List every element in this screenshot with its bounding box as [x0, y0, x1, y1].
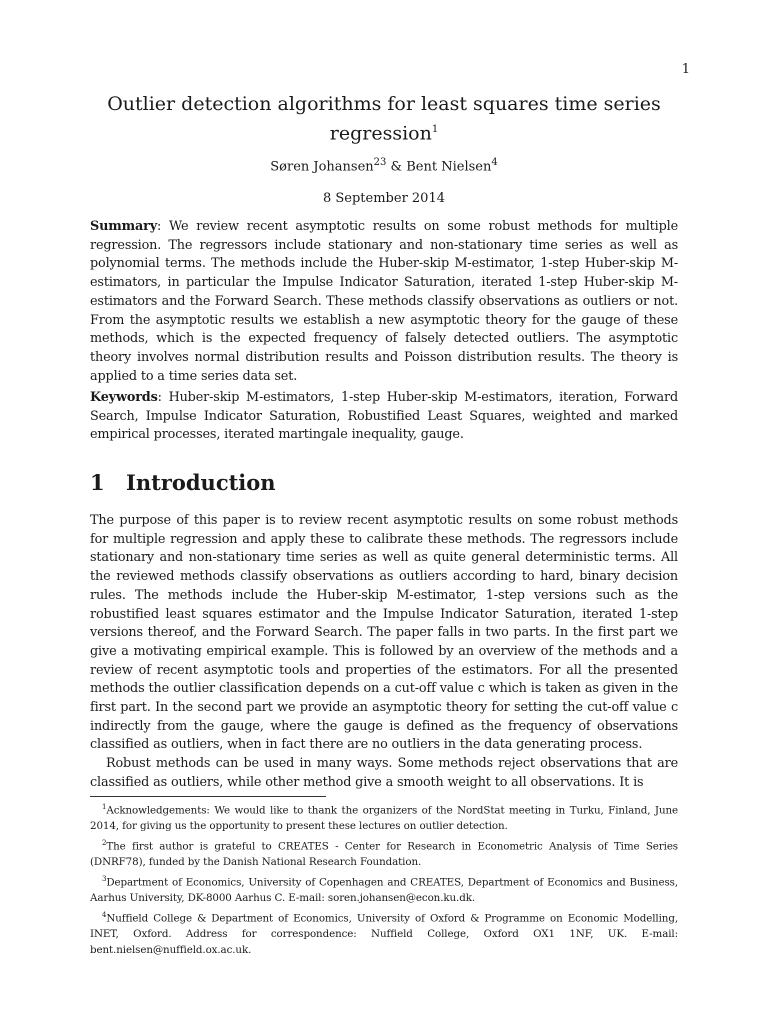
summary-label: Summary [90, 219, 158, 234]
section-title: Introduction [126, 470, 276, 495]
footnote-text: Department of Economics, University of Copenhagen and CREATES, Department of Economics and Business, Aarhus University, DK-8000 Aarhus C. E-mail: soren.johansen@econ.ku.dk. [90, 876, 678, 905]
summary-paragraph [90, 218, 678, 386]
footnotes [90, 800, 678, 960]
author-nielsen-marks: 4 [491, 157, 498, 169]
footnote-mark: 3 [102, 875, 107, 884]
author-johansen-marks: 23 [373, 157, 387, 169]
footnote-text: The first author is grateful to CREATES - Center for Research in Econometric Analysis of Time Series (DNRF78), funded by the Danish National Research Foundation. [90, 840, 678, 869]
section-number: 1 [90, 470, 105, 495]
title-block [90, 92, 678, 206]
footnote-text: Acknowledgements: We would like to thank the organizers of the NordStat meeting in Turku, Finland, June 2014, for giving us the opportunity to present these lectures on outlier detection. [90, 804, 678, 833]
section-heading-introduction [90, 470, 276, 495]
keywords-label: Keywords [90, 390, 158, 405]
author-johansen: Søren Johansen [270, 159, 374, 175]
intro-paragraph-2: Robust methods can be used in many ways. Some methods reject observations that are classified as outliers, while other method give a smooth weight to all observations. It is [90, 756, 678, 790]
paper-title [90, 92, 678, 146]
summary-text: : We review recent asymptotic results on some robust methods for multiple regression. The regressors include stationary and non-stationary time series as well as polynomial terms. The methods include the Huber-skip M-estimator, 1-step Huber-skip M-estimators, in particular the Impulse Indicator Saturation, iterated 1-step Huber-skip M-estimators and the Forward Search. These methods classify observations as outliers or not. From the asymptotic results we establish a new asymptotic theory for the gauge of these methods, which is the expected frequency of falsely detected outliers. The asymptotic theory involves normal distribution results and Poisson distribution results. The theory is applied to a time series data set. [90, 219, 678, 384]
footnote-mark: 1 [102, 803, 107, 811]
title-footnote-mark: 1 [431, 124, 439, 135]
footnote-1 [90, 800, 678, 835]
footnote-4 [90, 908, 678, 959]
keywords-paragraph [90, 389, 678, 445]
author-nielsen: Bent Nielsen [406, 159, 492, 175]
footnote-3 [90, 872, 678, 907]
footnote-divider [90, 796, 326, 797]
page-number: 1 [681, 62, 690, 77]
footnote-text: Nuffield College & Department of Economics, University of Oxford & Programme on Economic Modelling, INET, Oxford. Address for correspondence: Nuffield College, Oxford OX1 1NF, UK. E-mail: bent.nielsen@nuffield.ox.ac.uk. [90, 912, 678, 957]
footnote-mark: 2 [102, 839, 107, 848]
footnote-2 [90, 836, 678, 871]
paper-title-text: Outlier detection algorithms for least squares time series regression [107, 93, 661, 145]
footnote-mark: 4 [102, 911, 107, 920]
keywords-text: : Huber-skip M-estimators, 1-step Huber-skip M-estimators, iteration, Forward Search, Impulse Indicator Saturation, Robustified Least Squares, weighted and marked empirical processes, iterated martingale inequality, gauge. [90, 390, 678, 443]
paper-date: 8 September 2014 [322, 190, 445, 206]
author-separator: & [386, 159, 407, 175]
authors [90, 157, 678, 174]
intro-paragraph-1: The purpose of this paper is to review recent asymptotic results on some robust methods for multiple regression and apply these to calibrate these methods. The regressors include stationary and non-stationary time series as well as quite general deterministic terms. All the reviewed methods classify observations as outliers according to hard, binary decision rules. The methods include the Huber-skip M-estimator, 1-step versions such as the robustified least squares estimator and the Impulse Indicator Saturation, iterated 1-step versions thereof, and the Forward Search. The paper falls in two parts. In the first part we give a motivating empirical example. This is followed by an overview of the methods and a review of recent asymptotic tools and properties of the estimators. For all the presented methods the outlier classification depends on a cut-off value c which is taken as given in the first part. In the second part we provide an asymptotic theory for setting the cut-off value c indirectly from the gauge, where the gauge is defined as the frequency of observations classified as outliers, when in fact there are no outliers in the data generating process. [90, 513, 678, 753]
